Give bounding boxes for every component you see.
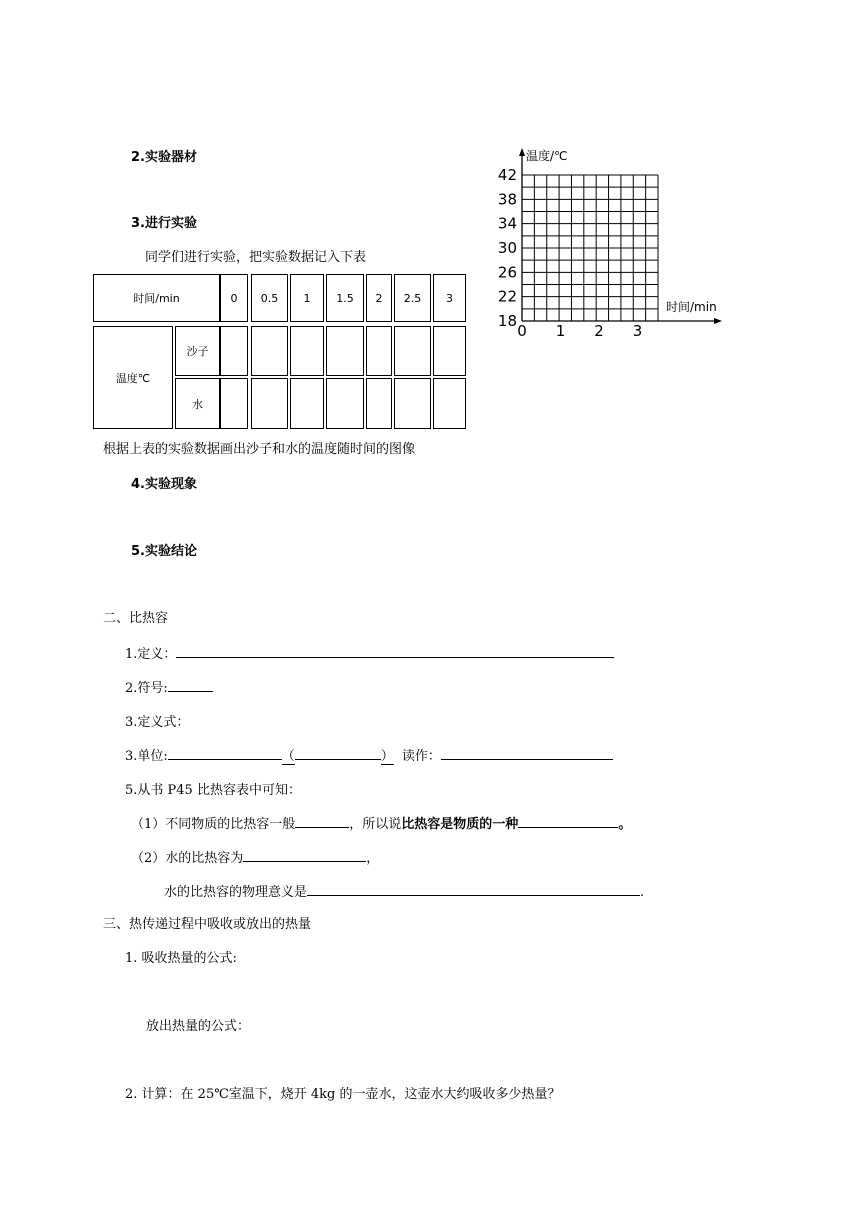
read-blank[interactable] [441,745,613,760]
empty-cell [290,326,324,376]
water-meaning-line [164,881,644,900]
empty-cell [394,326,431,376]
empty-cell [394,378,431,429]
row-label-text: 水 [192,397,203,411]
q2-comma: ， [366,851,380,866]
symbol-line [125,677,213,696]
row-label-text: 沙子 [186,345,209,358]
time-cell [394,274,431,322]
read-label: 读作： [401,749,441,764]
definition-blank[interactable] [176,643,614,658]
time-cell [366,274,392,322]
unit-name-blank[interactable] [295,745,381,760]
x-tick-label: 0 [517,322,527,340]
table-ref-text: 5.从书 P45 比热容表中可知： [125,783,301,798]
unit-blank[interactable] [168,745,276,760]
part2-title: 二、比热容 [103,611,169,626]
x-tick-label: 3 [632,322,643,340]
x-tick-label: 2 [594,322,604,340]
question-2-line [131,847,379,866]
y-tick-label: 30 [497,239,517,257]
q1-text: （1）不同物质的比热容一般 [131,817,296,832]
time-cell [251,274,288,322]
temp-header-cell [93,326,173,429]
temp-header-label: 温度℃ [115,371,151,385]
symbol-blank[interactable] [168,677,213,692]
unit-paren-open: （ [281,749,295,764]
unit-label: 3.单位: [125,749,168,764]
empty-cell [290,378,324,429]
data-table [93,274,466,429]
time-header-cell [93,274,220,322]
unit-line [125,745,613,764]
empty-cell [366,326,392,376]
time-value: 2.5 [403,291,422,305]
row-label-water [175,378,220,429]
time-value: 3 [446,291,453,305]
definition-line [125,643,614,662]
empty-cell [220,378,248,429]
draw-graph-hint: 根据上表的实验数据画出沙子和水的温度随时间的图像 [103,442,416,457]
empty-cell [220,326,248,376]
q1-end: 。 [618,817,632,832]
q1-text-2: ，所以说 [349,817,402,832]
empty-cell [433,378,466,429]
section-equipment-title: 2.实验器材 [131,150,197,165]
time-cell [433,274,466,322]
x-tick-labels [517,322,642,340]
part3-title: 三、热传递过程中吸收或放出的热量 [103,917,312,932]
water-meaning-end: . [640,885,645,900]
x-axis-arrow [714,318,722,324]
q2-blank[interactable] [243,847,366,862]
empty-cell [251,326,288,376]
chart-grid [522,175,658,321]
time-header-label: 时间/min [133,292,180,305]
section-conclusion-title: 5.实验结论 [131,544,197,559]
definition-label: 1.定义： [125,647,177,662]
unit-gap [276,745,282,760]
empty-cell [251,378,288,429]
empty-cell [326,378,364,429]
empty-cell [326,326,364,376]
time-cell [290,274,324,322]
time-cell [220,274,248,322]
time-value: 0.5 [260,291,279,305]
question-1-line [131,813,631,832]
symbol-label: 2.符号: [125,681,168,696]
y-axis-label: 温度/℃ [526,149,568,163]
absorb-formula-label: 1. 吸收热量的公式: [125,951,237,966]
q2-text: （2）水的比热容为 [131,851,244,866]
q1-blank-1[interactable] [295,813,349,828]
temperature-time-chart [486,138,736,344]
y-tick-label: 42 [497,166,517,184]
y-axis-arrow [519,148,525,156]
y-tick-labels [498,166,517,330]
formula-label: 3.定义式： [125,715,190,730]
time-value: 1 [303,291,311,305]
empty-cell [433,326,466,376]
q1-bold-text: 比热容是物质的一种 [401,817,519,832]
x-axis-label: 时间/min [666,300,717,314]
y-tick-label: 26 [497,263,517,282]
time-value: 1.5 [336,291,354,305]
y-tick-label: 34 [497,214,517,233]
time-value: 2 [375,291,383,305]
unit-paren-close: ） [380,749,394,764]
x-tick-label: 1 [555,322,566,340]
empty-cell [366,378,392,429]
release-formula-label: 放出热量的公式： [146,1019,251,1034]
y-tick-label: 38 [497,190,517,209]
y-tick-label: 18 [497,312,517,330]
water-meaning-label: 水的比热容的物理意义是 [164,885,308,900]
row-label-sand [175,326,220,376]
y-tick-label: 22 [497,287,517,306]
experiment-intro-text: 同学们进行实验，把实验数据记入下表 [145,250,367,265]
section-experiment-title: 3.进行实验 [131,216,197,231]
section-phenomenon-title: 4.实验现象 [131,477,197,492]
time-cell [326,274,364,322]
time-value: 0 [230,291,238,305]
calculation-question: 2. 计算：在 25℃室温下，烧开 4kg 的一壶水，这壶水大约吸收多少热量？ [125,1087,561,1102]
q1-blank-2[interactable] [518,813,618,828]
water-meaning-blank[interactable] [307,881,640,896]
